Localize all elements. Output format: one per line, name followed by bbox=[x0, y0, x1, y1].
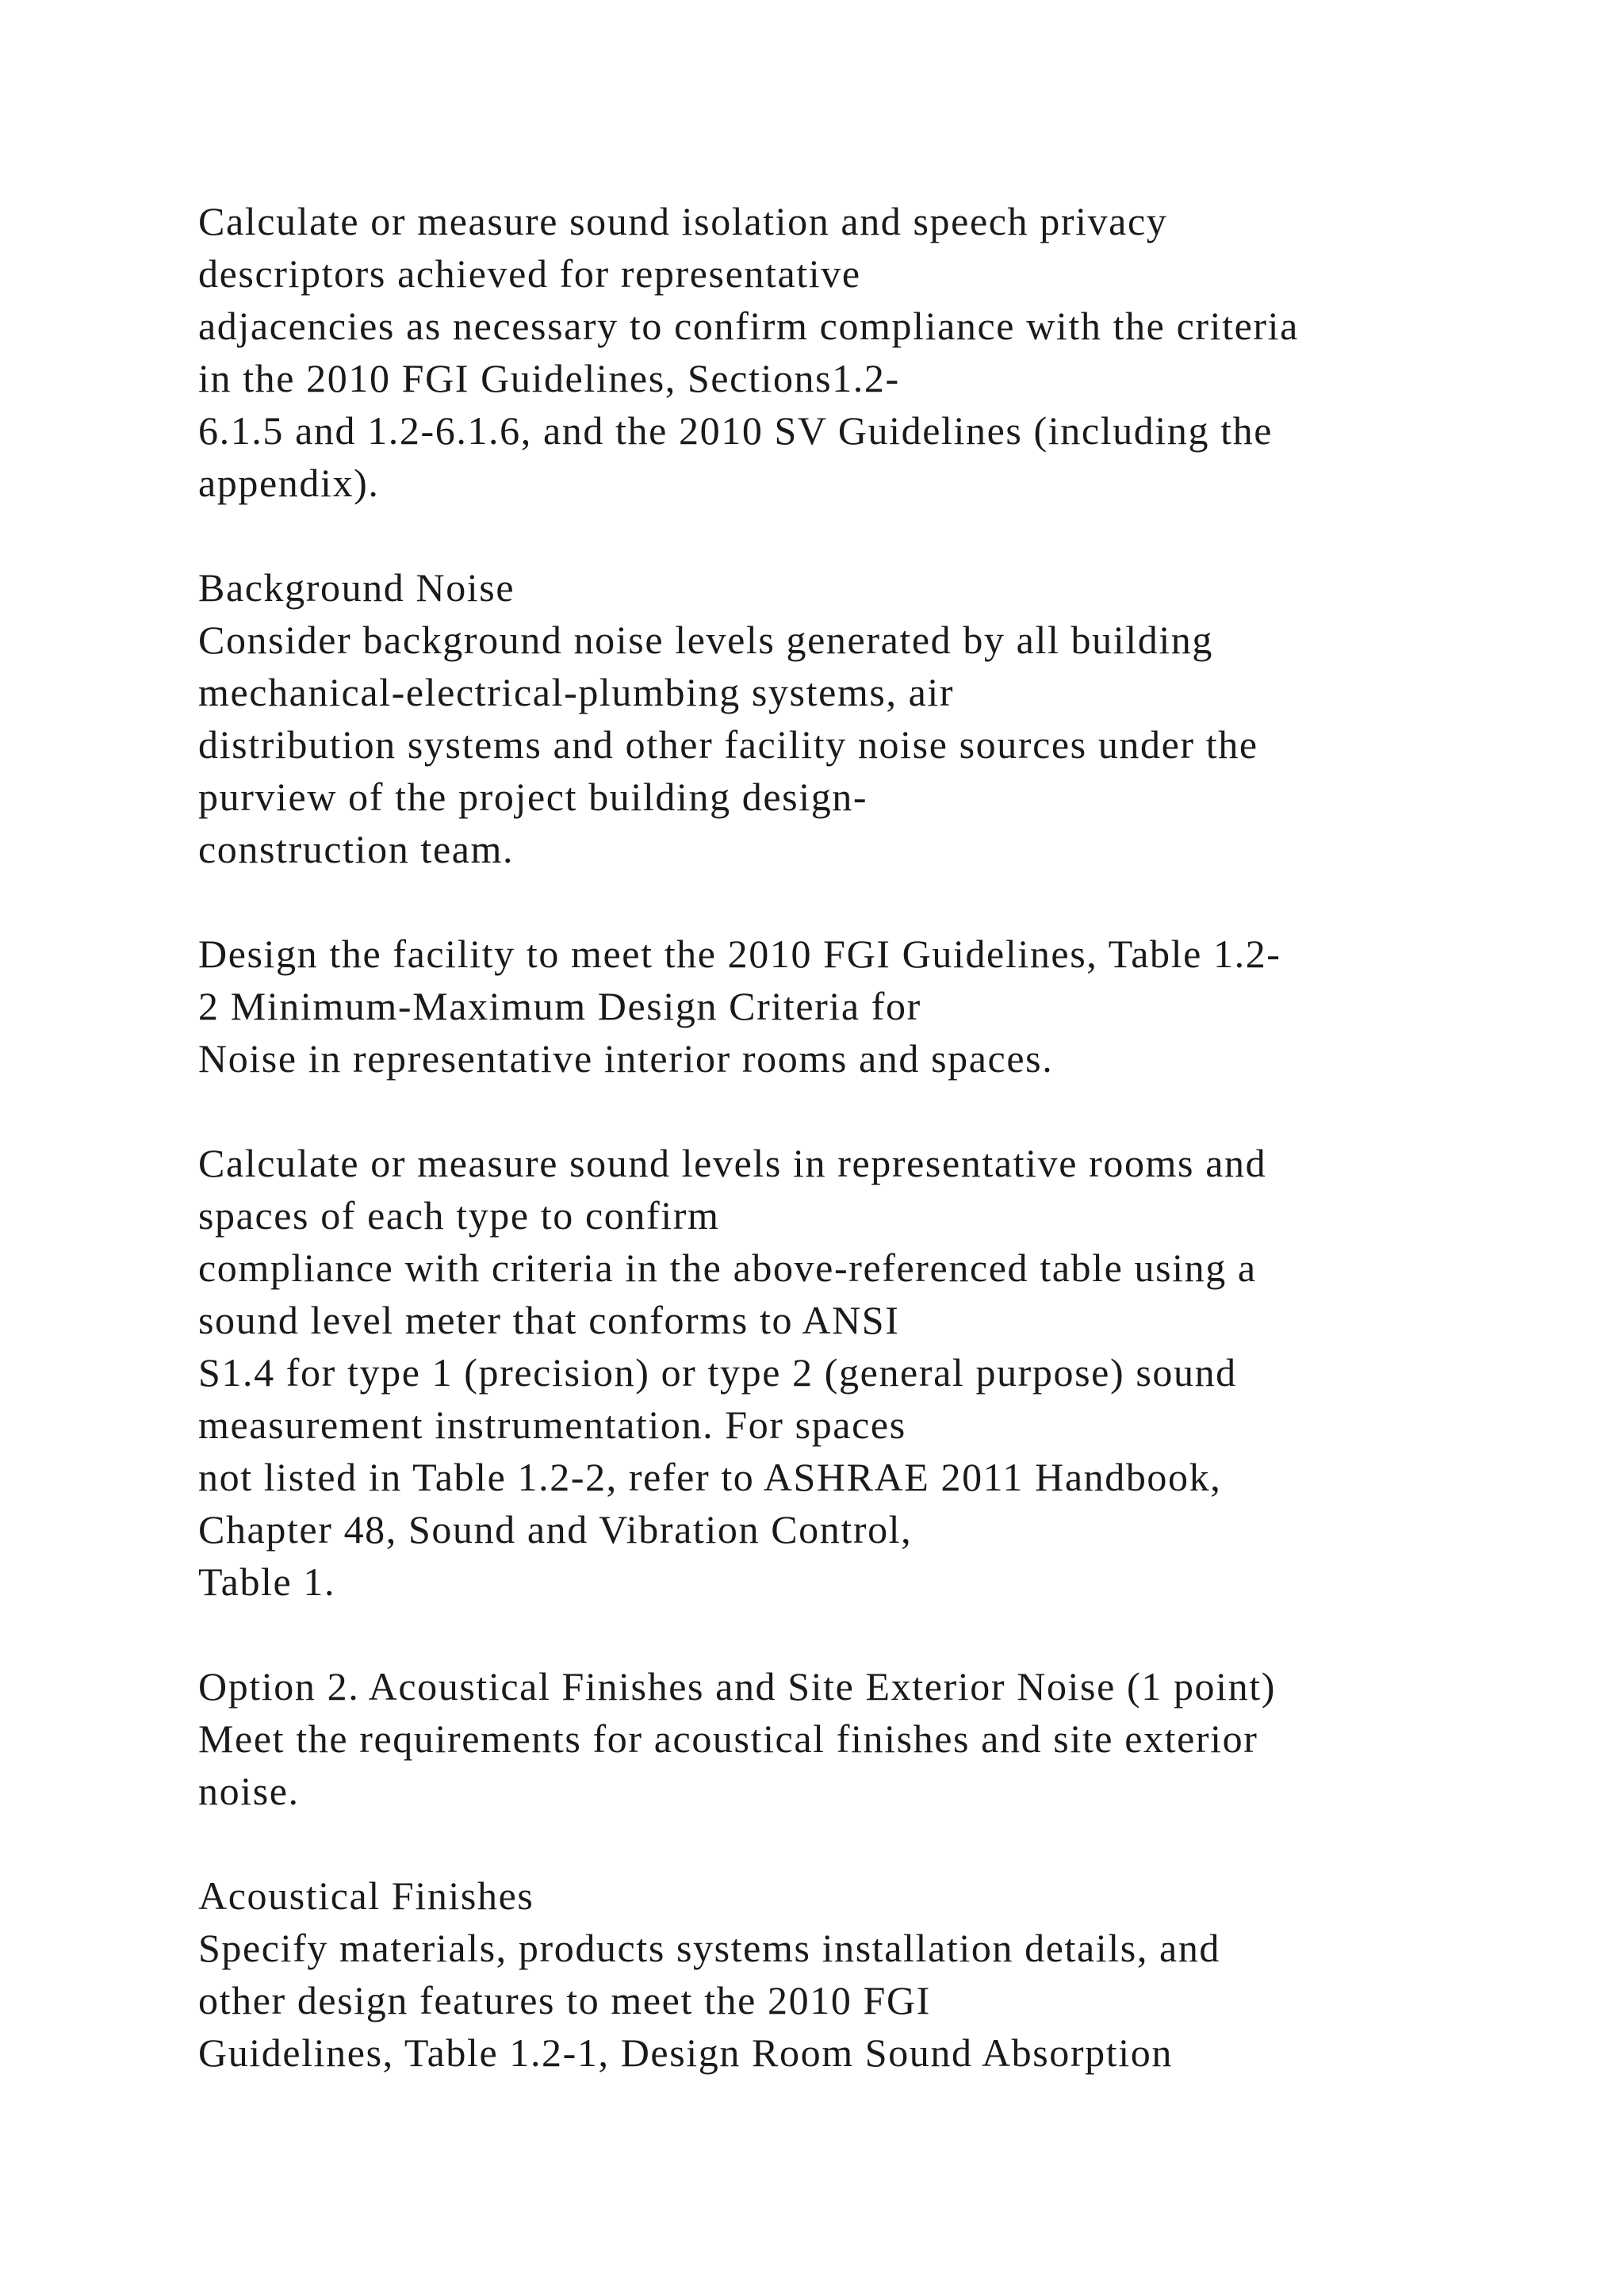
text-line: descriptors achieved for representative bbox=[198, 251, 861, 296]
text-line: Consider background noise levels generated by all building bbox=[198, 618, 1214, 662]
text-line: Calculate or measure sound isolation and speech privacy bbox=[198, 199, 1168, 243]
text-line: purview of the project building design- bbox=[198, 775, 868, 819]
text-line: Acoustical Finishes bbox=[198, 1873, 534, 1918]
text-line: 2 Minimum-Maximum Design Criteria for bbox=[198, 984, 921, 1028]
paragraph bbox=[198, 928, 1546, 1085]
text-line: measurement instrumentation. For spaces bbox=[198, 1402, 906, 1447]
document-body bbox=[198, 195, 1546, 2079]
text-line: Table 1. bbox=[198, 1559, 336, 1604]
text-line: in the 2010 FGI Guidelines, Sections1.2- bbox=[198, 356, 900, 400]
text-line: noise. bbox=[198, 1769, 300, 1813]
paragraph-gap bbox=[198, 1817, 1546, 1869]
paragraph bbox=[198, 1869, 1546, 2079]
text-line: Design the facility to meet the 2010 FGI Guidelines, Table 1.2- bbox=[198, 932, 1281, 976]
text-line: 6.1.5 and 1.2-6.1.6, and the 2010 SV Guidelines (including the bbox=[198, 408, 1274, 453]
text-line: Guidelines, Table 1.2-1, Design Room Sound Absorption bbox=[198, 2030, 1173, 2075]
text-line: Calculate or measure sound levels in representative rooms and bbox=[198, 1141, 1267, 1185]
paragraph bbox=[198, 561, 1546, 875]
text-line: Specify materials, products systems installation details, and bbox=[198, 1926, 1221, 1970]
text-line: compliance with criteria in the above-referenced table using a bbox=[198, 1246, 1257, 1290]
text-line: Option 2. Acoustical Finishes and Site Exterior Noise (1 point) bbox=[198, 1664, 1276, 1709]
paragraph-gap bbox=[198, 509, 1546, 561]
paragraph bbox=[198, 1137, 1546, 1608]
paragraph bbox=[198, 1660, 1546, 1817]
text-line: not listed in Table 1.2-2, refer to ASHRAE 2011 Handbook, bbox=[198, 1455, 1222, 1499]
text-line: Chapter 48, Sound and Vibration Control, bbox=[198, 1507, 913, 1552]
paragraph-gap bbox=[198, 875, 1546, 928]
paragraph bbox=[198, 195, 1546, 509]
text-line: other design features to meet the 2010 FGI bbox=[198, 1978, 931, 2022]
text-line: construction team. bbox=[198, 827, 515, 871]
paragraph-gap bbox=[198, 1085, 1546, 1137]
text-line: distribution systems and other facility noise sources under the bbox=[198, 722, 1258, 767]
text-line: sound level meter that conforms to ANSI bbox=[198, 1298, 900, 1342]
text-line: Noise in representative interior rooms and spaces. bbox=[198, 1036, 1054, 1081]
text-line: S1.4 for type 1 (precision) or type 2 (general purpose) sound bbox=[198, 1350, 1237, 1395]
text-line: mechanical-electrical-plumbing systems, air bbox=[198, 670, 955, 714]
paragraph-gap bbox=[198, 1608, 1546, 1660]
text-line: adjacencies as necessary to confirm compliance with the criteria bbox=[198, 304, 1299, 348]
text-line: Background Noise bbox=[198, 565, 515, 610]
text-line: Meet the requirements for acoustical finishes and site exterior bbox=[198, 1716, 1258, 1761]
text-line: spaces of each type to confirm bbox=[198, 1193, 720, 1238]
text-line: appendix). bbox=[198, 461, 380, 505]
